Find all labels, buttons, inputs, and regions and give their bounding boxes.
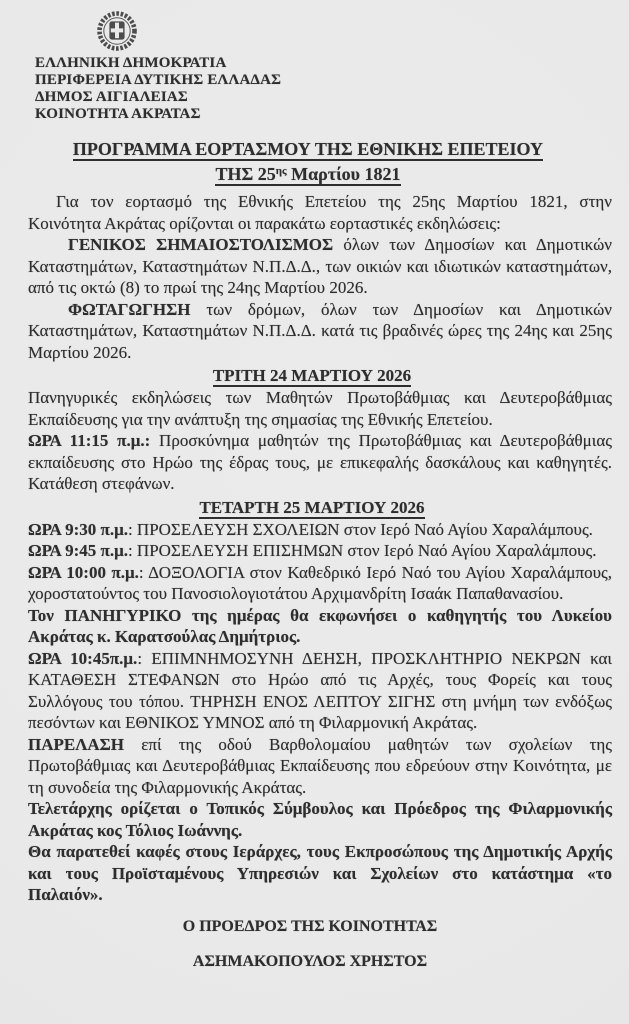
- flag-hoisting-paragraph: ΓΕΝΙΚΟΣ ΣΗΜΑΙΟΣΤΟΛΙΣΜΟΣ όλων των Δημοσίων και Δημοτικών Καταστημάτων, Καταστημάτων Ν.Π.Δ.Δ., των οικιών και ιδιωτικών καταστημάτων, από τις οκτώ (8) το πρωί της 24ης Μαρτίου 2026.: [28, 235, 612, 297]
- tuesday-section-heading: ΤΡΙΤΗ 24 ΜΑΡΤΙΟΥ 2026: [212, 366, 412, 385]
- intro-paragraph: Για τον εορτασμό της Εθνικής Επετείου της 25ης Μαρτίου 1821, στην Κοινότητα Ακράτας ορίζονται οι παρακάτω εορταστικές εκδηλώσεις:: [28, 192, 612, 233]
- tuesday-1115-paragraph: ΩΡΑ 11:15 π.μ.: Προσκύνημα μαθητών της Πρωτοβάθμιας και Δευτεροβάθμιας εκπαίδευσης στο Ηρώο της έδρας τους, με επικεφαλής δασκάλους και καθηγητές. Κατάθεση στεφάνων.: [28, 431, 612, 493]
- ceremony-marshal-paragraph: Τελετάρχης ορίζεται ο Τοπικός Σύμβουλος και Πρόεδρος της Φιλαρμονικής Ακράτας κος Τόλιος Ιωάννης.: [28, 799, 612, 840]
- tuesday-events-paragraph: Πανηγυρικές εκδηλώσεις των Μαθητών Πρωτοβάθμιας και Δευτεροβάθμιας Εκπαίδευσης για την ανάπτυξη της σημασίας της Εθνικής Επετείου.: [28, 388, 612, 429]
- signature-role: Ο ΠΡΟΕΔΡΟΣ ΤΗΣ ΚΟΙΝΟΤΗΤΑΣ: [182, 917, 438, 935]
- parade-paragraph: ΠΑΡΕΛΑΣΗ επί της οδού Βαρθολομαίου μαθητών των σχολείων της Πρωτοβάθμιας και Δευτεροβάθμιας Εκπαίδευσης που εδρεύουν στην Κοινότητα, με τη συνοδεία της Φιλαρμονικής Ακράτας.: [28, 734, 612, 797]
- issuing-authority-block: [35, 55, 612, 123]
- schedule-row-0930: ΩΡΑ 9:30 π.μ.: ΠΡΟΣΕΛΕΥΣΗ ΣΧΟΛΕΙΩΝ στον Ιερό Ναό Αγίου Χαραλάμπους.: [28, 519, 593, 539]
- authority-line-region: ΠΕΡΙΦΕΡΕΙΑ ΔΥΤΙΚΗΣ ΕΛΛΑΔΑΣ: [35, 72, 282, 88]
- title-line-2: ΤΗΣ $25^{\eta\varsigma}$ Μαρτίου 1821: [215, 164, 401, 184]
- authority-line-community: ΚΟΙΝΟΤΗΤΑ ΑΚΡΑΤΑΣ: [35, 106, 201, 122]
- authority-line-municipality: ΔΗΜΟΣ ΑΙΓΙΑΛΕΙΑΣ: [35, 89, 188, 105]
- schedule-row-1000: ΩΡΑ 10:00 π.μ.: ΔΟΞΟΛΟΓΙΑ στον Καθεδρικό Ιερό Ναό του Αγίου Χαραλάμπους, χοροστατούντος του Πανοσιολογιοτάτου Αρχιμανδρίτη Ισαάκ Παπαθανασίου.: [28, 562, 612, 603]
- authority-line-republic: ΕΛΛΗΝΙΚΗ ΔΗΜΟΚΡΑΤΙΑ: [35, 55, 227, 71]
- memorial-service-paragraph: ΩΡΑ 10:45π.μ.: ΕΠΙΜΝΗΜΟΣΥΝΗ ΔΕΗΣΗ, ΠΡΟΣΚΛΗΤΗΡΙΟ ΝΕΚΡΩΝ και ΚΑΤΑΘΕΣΗ ΣΤΕΦΑΝΩΝ στο Ηρώο από τις Αρχές, τους Φορείς και τους Συλλόγους του τόπου. ΤΗΡΗΣΗ ΕΝΟΣ ΛΕΠΤΟΥ ΣΙΓΗΣ στη μνήμη των ενδόξως πεσόντων και ΕΘΝΙΚΟΣ ΥΜΝΟΣ από τη Φιλαρμονική Ακράτας.: [28, 648, 613, 732]
- schedule-row-0945: ΩΡΑ 9:45 π.μ.: ΠΡΟΣΕΛΕΥΣΗ ΕΠΙΣΗΜΩΝ στον Ιερό Ναό Αγίου Χαραλάμπους.: [28, 541, 597, 560]
- document-content: [0, 10, 629, 973]
- document-title: [16, 138, 600, 185]
- wednesday-section-heading: ΤΕΤΑΡΤΗ 25 ΜΑΡΤΙΟΥ 2026: [199, 497, 425, 517]
- coffee-reception-paragraph: Θα παρατεθεί καφές στους Ιεράρχες, τους Εκπροσώπους της Δημοτικής Αρχής και τους Προϊσταμένους Υπηρεσιών και Σχολείων στο κατάστημα «το Παλαιόν».: [28, 842, 612, 904]
- greek-national-emblem-icon: [96, 10, 138, 53]
- title-line-1: ΠΡΟΓΡΑΜΜΑ ΕΟΡΤΑΣΜΟΥ ΤΗΣ ΕΘΝΙΚΗΣ ΕΠΕΤΕΙΟΥ: [72, 139, 544, 159]
- signature-name: ΑΣΗΜΑΚΟΠΟΥΛΟΣ ΧΡΗΣΤΟΣ: [192, 952, 428, 970]
- keynote-speaker-paragraph: Τον ΠΑΝΗΓΥΡΙΚΟ της ημέρας θα εκφωνήσει ο καθηγητής του Λυκείου Ακράτας κ. Καρατσούλας Δημήτριος.: [28, 605, 612, 646]
- illumination-paragraph: ΦΩΤΑΓΩΓΗΣΗ των δρόμων, όλων των Δημοσίων και Δημοτικών Καταστημάτων, Καταστημάτων Ν.Π.Δ.Δ. κατά τις βραδινές ώρες της 24ης και 25ης Μαρτίου 2026.: [28, 299, 612, 362]
